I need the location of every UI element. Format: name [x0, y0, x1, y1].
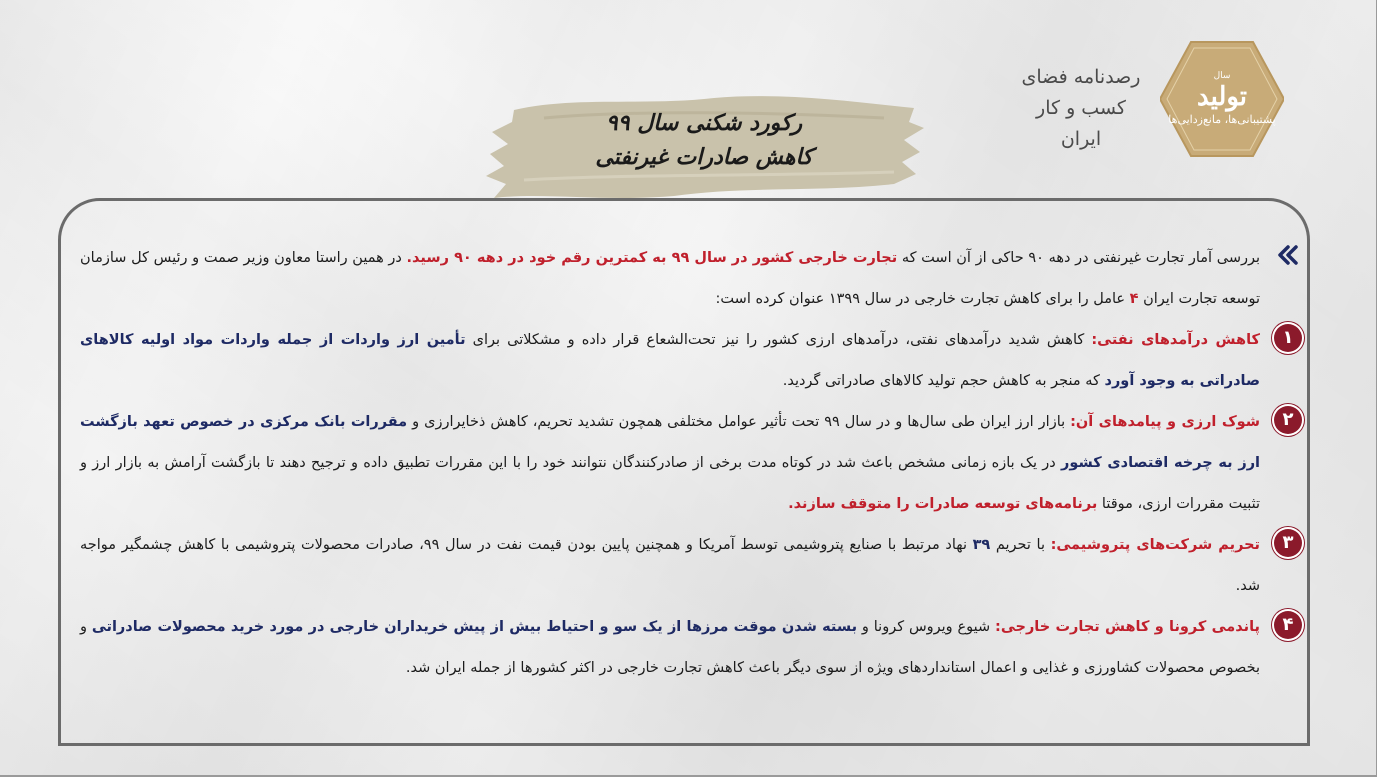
title-line-1: رکورد شکنی سال ۹۹	[605, 110, 803, 136]
factor-item-1	[80, 320, 1302, 402]
title-banner	[484, 88, 924, 204]
factor-bold-1: تأمین ارز واردات از جمله واردات مواد اولیه کالاهای صادراتی به وجود آورد	[80, 332, 1260, 389]
factor-text-4b: و بخصوص محصولات کشاورزی و غذایی و اعمال استانداردهای ویژه از سوی دیگر باعث کاهش تجارت خارجی در اکثر کشورها از جمله ایران شد.	[80, 619, 1260, 676]
brand-name	[1006, 62, 1156, 155]
factor-text-1a: کاهش شدید درآمدهای نفتی، درآمدهای ارزی کشور را نیز تحت‌الشعاع قرار داده و مشکلاتی برای	[465, 332, 1092, 348]
double-chevron-icon	[1272, 242, 1300, 270]
factor-item-3	[80, 525, 1302, 607]
logo-big-text: تولید	[1196, 82, 1248, 112]
factor-text-1b: که منجر به کاهش حجم تولید کالاهای صادراتی گردید.	[782, 373, 1105, 389]
intro-highlight-1: تجارت خارجی کشور در سال ۹۹ به کمترین رقم خود در دهه ۹۰ رسید.	[406, 250, 898, 266]
factor-bold-3: ۳۹	[972, 537, 991, 553]
factor-item-2	[80, 402, 1302, 525]
logo-lettering	[1168, 44, 1276, 154]
logo-small-text: پشتیبانی‌ها، مانع‌زدایی‌ها	[1168, 113, 1276, 126]
factor-heading-4: پاندمی کرونا و کاهش تجارت خارجی:	[995, 619, 1260, 635]
factor-bold-4: بسته شدن موقت مرزها از یک سو و احتیاط بیش از پیش خریداران خارجی در مورد خرید محصولات صادراتی	[91, 619, 858, 635]
factor-heading-1: کاهش درآمدهای نفتی:	[1091, 332, 1260, 348]
brand-line-1: رصدنامه فضای	[1021, 66, 1141, 88]
factor-text-4a: شیوع ویروس کرونا و	[857, 619, 996, 635]
logo-tiny-text: سال	[1213, 71, 1231, 81]
number-badge-2: ۲	[1274, 406, 1302, 434]
factor-text-2a: بازار ارز ایران طی سال‌ها و در سال ۹۹ تحت تأثیر عوامل مختلفی همچون تشدید تحریم، کاهش ذخایرارزی و	[407, 414, 1071, 430]
factor-text-2b: در یک بازه زمانی مشخص باعث شد در کوتاه مدت برخی از صادرکنندگان نتوانند خود را با این مقررات تطبیق داده و ترجیح دهند تا بازگشت آرامش به بازار ارز و تثبیت مقررات ارزی، موقتا	[80, 455, 1260, 512]
factor-heading-2: شوک ارزی و پیامدهای آن:	[1070, 414, 1261, 430]
brand-line-2: کسب و کار	[1036, 97, 1126, 119]
intro-highlight-2: ۴	[1129, 291, 1139, 307]
title-line-2: کاهش صادرات غیرنفتی	[595, 144, 813, 170]
intro-paragraph	[80, 238, 1302, 320]
report-body	[80, 238, 1302, 689]
factor-heading-3: تحریم شرکت‌های پتروشیمی:	[1050, 537, 1260, 553]
number-badge-1: ۱	[1274, 324, 1302, 352]
factor-bold-2: مقررات بانک مرکزی در خصوص تعهد بازگشت ارز به چرخه اقتصادی کشور	[80, 414, 1261, 471]
number-badge-3: ۳	[1274, 529, 1302, 557]
intro-text-2: در همین راستا معاون وزیر صمت و رئیس کل سازمان توسعه تجارت ایران	[80, 250, 1260, 307]
number-badge-4: ۴	[1274, 611, 1302, 639]
factor-text-3a: با تحریم	[990, 537, 1051, 553]
factor-item-4	[80, 607, 1302, 689]
intro-text-3: عامل را برای کاهش تجارت خارجی در سال ۱۳۹۹ عنوان کرده است:	[715, 291, 1130, 307]
brand-line-3: ایران	[1060, 128, 1102, 150]
factor-text-3b: نهاد مرتبط با صنایع پتروشیمی توسط آمریکا و همچنین پایین بودن قیمت نفت در سال ۹۹، صادرات محصولات پتروشیمی با کاهش چشمگیر مواجه شد.	[80, 537, 1260, 594]
intro-text-1: بررسی آمار تجارت غیرنفتی در دهه ۹۰ حاکی از آن است که	[897, 250, 1261, 266]
factor-highlight-2: برنامه‌های توسعه صادرات را متوقف سازند.	[788, 496, 1098, 512]
